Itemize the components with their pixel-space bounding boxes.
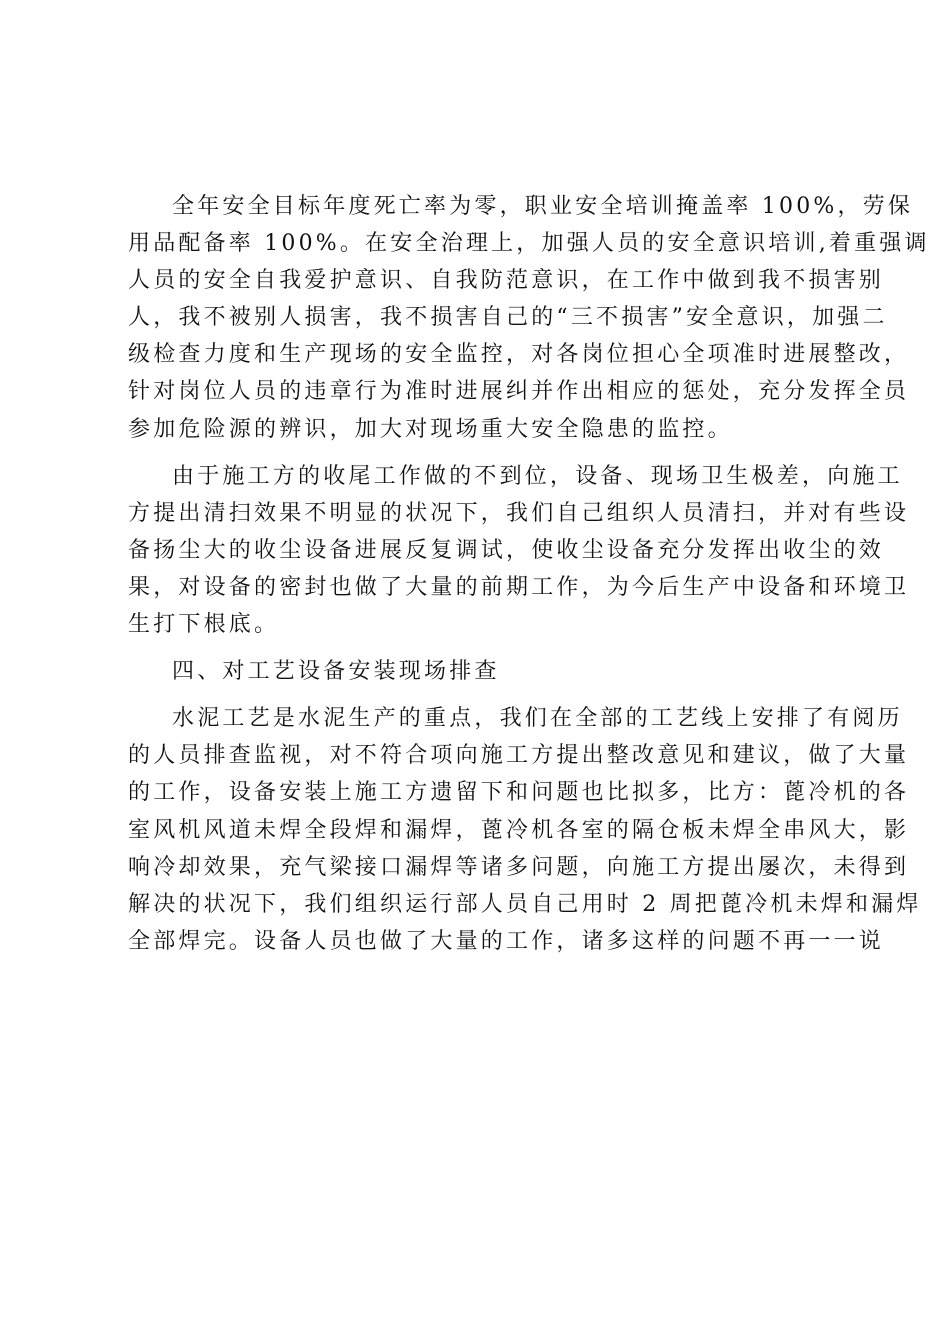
paragraph-process-inspection <box>128 700 922 960</box>
text-line: 全年安全目标年度死亡率为零，职业安全培训掩盖率 100%，劳保 <box>172 194 914 219</box>
text-line: 备扬尘大的收尘设备进展反复调试，使收尘设备充分发挥出收尘的效 <box>128 537 885 563</box>
text-line: 室风机风道未焊全段焊和漏焊，蓖冷机各室的隔仓板未焊全串风大，影 <box>128 817 910 843</box>
paragraph-safety-goals <box>128 188 930 448</box>
text-line: 生打下根底。 <box>128 612 280 638</box>
text-line: 的人员排查监视，对不符合项向施工方提出整改意见和建议，做了大量 <box>128 743 910 769</box>
text-line: 参加危险源的辨识，加大对现场重大安全隐患的监控。 <box>128 416 733 442</box>
text-line: 果，对设备的密封也做了大量的前期工作，为今后生产中设备和环境卫 <box>128 574 910 600</box>
text-line: 由于施工方的收尾工作做的不到位，设备、现场卫生极差，向施工 <box>172 463 903 489</box>
text-line: 水泥工艺是水泥生产的重点，我们在全部的工艺线上安排了有阅历 <box>172 706 903 732</box>
text-line: 全部焊完。设备人员也做了大量的工作，诸多这样的问题不再一一说 <box>128 928 885 954</box>
document-body <box>128 188 930 960</box>
text-line: 的工作，设备安装上施工方遗留下和问题也比拟多，比方：蓖冷机的各 <box>128 780 910 806</box>
text-line: 用品配备率 100%。在安全治理上，加强人员的安全意识培训,着重强调 <box>128 231 930 257</box>
heading-text: 四、对工艺设备安装现场排查 <box>172 659 500 685</box>
text-line: 响冷却效果，充气梁接口漏焊等诸多问题，向施工方提出屡次，未得到 <box>128 854 910 880</box>
text-line: 针对岗位人员的违章行为准时进展纠并作出相应的惩处，充分发挥全员 <box>128 379 910 405</box>
section-heading <box>128 653 828 690</box>
paragraph-site-cleanup <box>128 458 910 643</box>
text-line: 级检查力度和生产现场的安全监控，对各岗位担心全项准时进展整改， <box>128 342 910 368</box>
text-line: 方提出清扫效果不明显的状况下，我们自己组织人员清扫，并对有些设 <box>128 500 910 526</box>
text-line: 人员的安全自我爱护意识、自我防范意识，在工作中做到我不损害别 <box>128 268 885 294</box>
text-line: 解决的状况下，我们组织运行部人员自己用时 2 周把蓖冷机未焊和漏焊 <box>128 891 922 917</box>
text-line: 人，我不被别人损害，我不损害自己的“三不损害”安全意识，加强二 <box>128 305 888 331</box>
